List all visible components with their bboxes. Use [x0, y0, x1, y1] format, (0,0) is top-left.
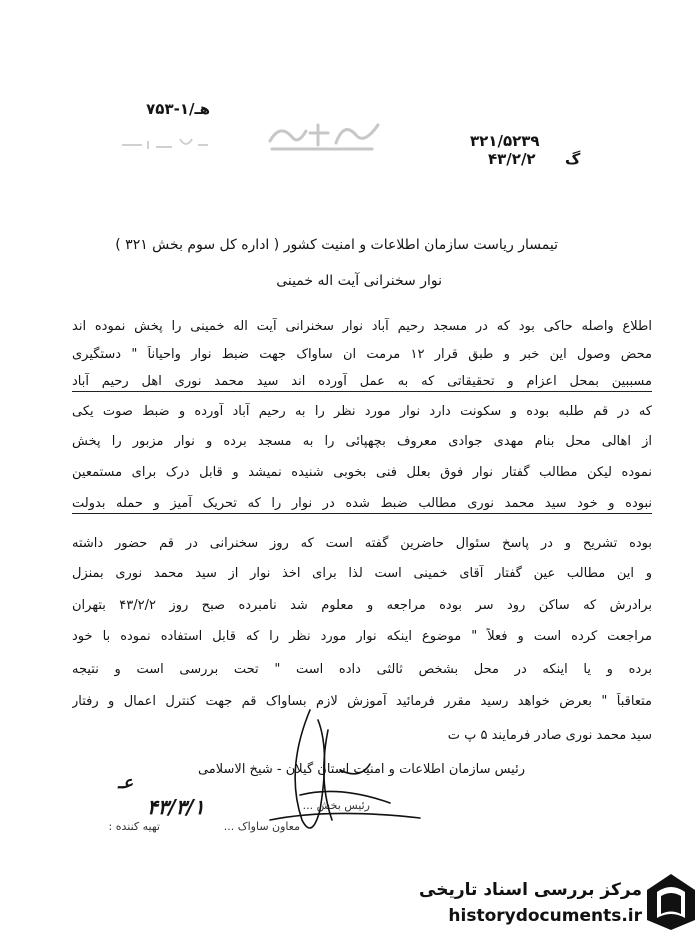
body-line: که در قم طلبه بوده و سکونت دارد نوار مورد نظر را به رحیم آباد آورده و ضبط صوت یکی [72, 404, 652, 419]
body-line: مسببین بمحل اعزام و تحقیقاتی که به عمل آورده اند سید محمد نوری اهل رحیم آباد [72, 373, 652, 392]
body-line: بوده تشریح و در پاسخ سئوال حاضرین گفته است که روز سخنرانی در قم حضور داشته [72, 536, 652, 551]
body-line: متعاقباً " بعرض خواهد رسید مقرر فرمائید آموزش لازم بساواک قم جهت کنترل اعمال و رفتار [72, 694, 652, 709]
body-line: سید محمد نوری صادر فرمایند ۵ پ ت [447, 728, 652, 743]
signatory-subtitle: رئیس بخش ... [302, 799, 370, 812]
reference-date: ۴۳/۲/۲ [488, 150, 536, 168]
signatory-subtitle-2: معاون ساواک ... [223, 820, 300, 833]
addressee-line: تیمسار ریاست سازمان اطلاعات و امنیت کشور ( اداره کل سوم بخش ۳۲۱ ) [115, 237, 558, 253]
body-line: اطلاع واصله حاکی بود که در مسجد رحیم آباد نوار سخنرانی آیت اله خمینی را پخش نموده اند [72, 319, 652, 334]
body-line: برادرش که ساکن رود سر بوده مراجعه و معلوم شد نامبرده صبح روز ۴۳/۲/۲ بتهران [72, 598, 652, 613]
body-line: برده و یا اینکه در محل بشخص ثالثی داده است " تحت بررسی است و نتیجه [72, 662, 652, 677]
archive-emblem-icon [645, 872, 697, 932]
body-line: نبوده و خود سید محمد نوری مطالب ضبط شده در نوار را که تحریک آمیز و حمله بدولت [72, 495, 652, 514]
watermark-url: historydocuments.ir [448, 906, 642, 926]
body-line: و این مطالب عین گفتار آقای خمینی است لذا برای اخذ نوار از سید محمد نوری بمنزل [72, 566, 652, 581]
body-line: نموده لیکن مطالب گفتار نوار فوق بعلل فنی بخوبی شنیده نمیشد و قابل درک برای مستمعین [72, 465, 652, 480]
faint-stamp-mark [262, 113, 387, 155]
reference-prefix: گ [565, 150, 581, 168]
subject-line: نوار سخنرانی آیت اله خمینی [276, 273, 442, 289]
body-line: مراجعت کرده است و فعلاً " موضوع اینکه نوار مورد نظر را که قابل استفاده نموده با خود [72, 629, 652, 644]
reference-code: ۷۵۳-۱/هـ [146, 100, 210, 118]
signatory-title: رئیس سازمان اطلاعات و امنیت استان گیلان - شیخ الاسلامی [197, 762, 525, 777]
prepared-by-label: تهیه کننده : [108, 820, 160, 833]
handwritten-date: ۴۳/۳/۱ [147, 795, 205, 819]
faint-text-mark [120, 135, 210, 153]
body-line: محض وصول این خبر و طبق قرار ۱۲ مرمت ان ساواک جهت ضبط نوار واحیاناً " دستگیری [72, 347, 652, 362]
handwritten-signature [240, 700, 450, 850]
handwritten-note: عـ [118, 773, 134, 793]
watermark-name: مرکز بررسی اسناد تاریخی [419, 880, 642, 900]
reference-number: ۳۲۱/۵۲۳۹ [470, 132, 540, 150]
body-line: از اهالی محل بنام مهدی جوادی معروف بچهپائی را به مسجد برده و نوار مزبور را پخش [72, 434, 652, 449]
